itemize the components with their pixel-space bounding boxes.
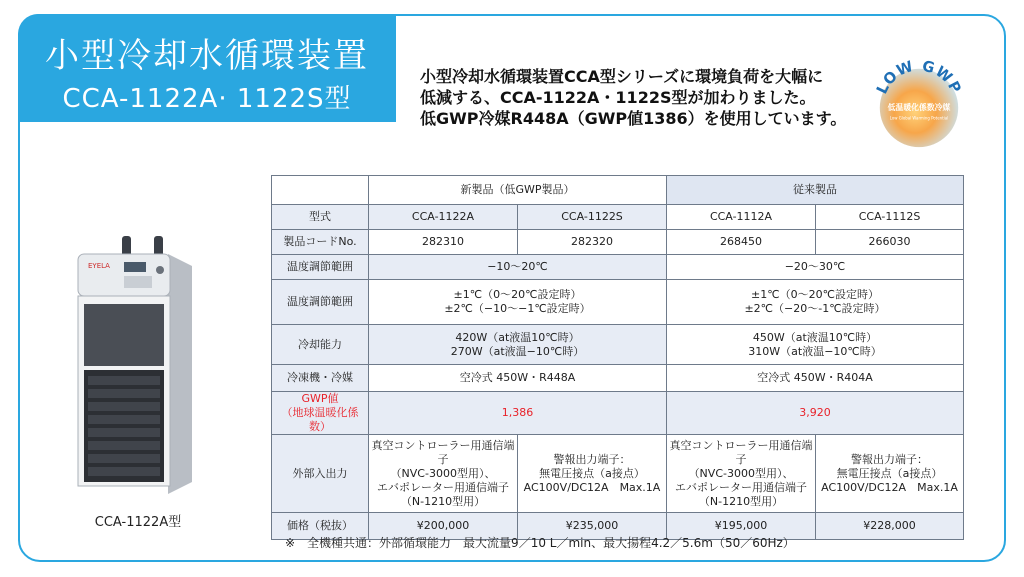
row-label: 冷却能力 — [272, 325, 369, 365]
table-cell — [667, 280, 964, 325]
table-cell — [369, 435, 518, 513]
product-caption: CCA-1122A型 — [94, 515, 182, 530]
gwp-value-new: 1,386 — [369, 392, 667, 435]
intro-text — [420, 66, 870, 129]
cell-line: 真空コントローラー用通信端子 — [669, 438, 813, 466]
table-cell: 282310 — [369, 230, 518, 255]
table-cell: CCA-1122A — [369, 205, 518, 230]
cell-line: ±1℃（0〜20℃設定時） — [751, 288, 879, 301]
table-row — [272, 255, 964, 280]
cell-line: （NVC-3000型用）、 — [390, 466, 496, 480]
table-row — [272, 205, 964, 230]
intro-line: 低GWP冷媒R448A（GWP値1386）を使用しています。 — [420, 109, 847, 128]
cell-line: ±2℃（−10〜−1℃設定時） — [444, 302, 591, 315]
table-cell: −20〜30℃ — [667, 255, 964, 280]
badge-english: Low Global Warming Potential — [889, 115, 949, 121]
row-label: 温度調節範囲 — [272, 255, 369, 280]
table-cell: ¥228,000 — [816, 513, 964, 540]
header-new-products: 新製品（低GWP製品） — [369, 176, 667, 205]
cell-line: AC100V/DC12A Max.1A — [821, 480, 958, 494]
table-cell: CCA-1122S — [518, 205, 667, 230]
table-cell: 空冷式 450W・R448A — [369, 365, 667, 392]
table-cell: ¥235,000 — [518, 513, 667, 540]
table-row — [272, 230, 964, 255]
table-cell: ¥195,000 — [667, 513, 816, 540]
cell-line: （N-1210型用） — [698, 494, 784, 508]
cell-line: AC100V/DC12A Max.1A — [523, 480, 661, 494]
table-cell — [667, 325, 964, 365]
table-cell: CCA-1112S — [816, 205, 964, 230]
low-gwp-badge — [870, 55, 968, 153]
table-cell: 空冷式 450W・R404A — [667, 365, 964, 392]
table-row — [272, 392, 964, 435]
table-cell — [518, 435, 667, 513]
table-cell: 268450 — [667, 230, 816, 255]
table-cell: −10〜20℃ — [369, 255, 667, 280]
table-cell: 266030 — [816, 230, 964, 255]
chiller-unit-image — [70, 236, 200, 498]
product-brand: EYELA — [88, 262, 110, 270]
table-row — [272, 280, 964, 325]
row-label: 価格（税抜） — [272, 513, 369, 540]
cell-line: （NVC-3000型用）、 — [688, 466, 794, 480]
cell-line: ±1℃（0〜20℃設定時） — [453, 288, 582, 301]
cell-line: 270W（at液温−10℃時） — [450, 344, 585, 358]
cell-line: （N-1210型用） — [400, 494, 486, 508]
cell-line: ±2℃（−20〜-1℃設定時） — [744, 302, 886, 315]
cell-line: （地球温暖化係数） — [281, 406, 359, 433]
intro-line: 小型冷却水循環装置CCA型シリーズに環境負荷を大幅に — [420, 67, 824, 86]
cell-line: エバポレーター用通信端子 — [377, 480, 509, 494]
table-cell — [369, 280, 667, 325]
cell-line: 真空コントローラー用通信端子 — [371, 438, 515, 466]
cell-line: 無電圧接点（a接点） — [836, 466, 943, 480]
cell-line: 無電圧接点（a接点） — [539, 466, 645, 480]
table-cell: CCA-1112A — [667, 205, 816, 230]
badge-title: LOW GWP — [873, 57, 965, 97]
title-banner — [18, 14, 396, 122]
table-cell: 282320 — [518, 230, 667, 255]
row-label: 冷凍機・冷媒 — [272, 365, 369, 392]
badge-label: 低温暖化係数冷媒 — [887, 102, 951, 112]
header-old-products: 従来製品 — [667, 176, 964, 205]
intro-line: 低減する、CCA-1122A・1122S型が加わりました。 — [420, 88, 816, 107]
table-row — [272, 435, 964, 513]
table-row — [272, 325, 964, 365]
page-title: 小型冷却水循環装置 — [45, 36, 369, 76]
row-label-gwp — [272, 392, 369, 435]
cell-line: 警報出力端子： — [553, 452, 631, 466]
cell-line: GWP値 — [301, 392, 339, 405]
table-row — [272, 365, 964, 392]
cell-line: 420W（at液温10℃時） — [455, 330, 580, 344]
row-label: 温度調節範囲 — [272, 280, 369, 325]
gwp-value-old: 3,920 — [667, 392, 964, 435]
table-cell — [816, 435, 964, 513]
table-cell — [667, 435, 816, 513]
cell-line: 警報出力端子： — [851, 452, 929, 466]
table-row — [272, 176, 964, 205]
table-corner — [272, 176, 369, 205]
cell-line: エバポレーター用通信端子 — [675, 480, 808, 494]
spec-table — [271, 175, 964, 540]
cell-line: 450W（at液温10℃時） — [752, 330, 878, 344]
row-label: 型式 — [272, 205, 369, 230]
page-subtitle: CCA-1122A· 1122S型 — [62, 84, 352, 114]
row-label: 外部入出力 — [272, 435, 369, 513]
cell-line: 310W（at液温−10℃時） — [748, 344, 882, 358]
table-cell: ¥200,000 — [369, 513, 518, 540]
footnote: ※ 全機種共通：外部循環能力 最大流量9／10 L／min、最大揚程4.2／5.6m（50／60Hz） — [285, 536, 795, 550]
table-cell — [369, 325, 667, 365]
row-label: 製品コードNo. — [272, 230, 369, 255]
